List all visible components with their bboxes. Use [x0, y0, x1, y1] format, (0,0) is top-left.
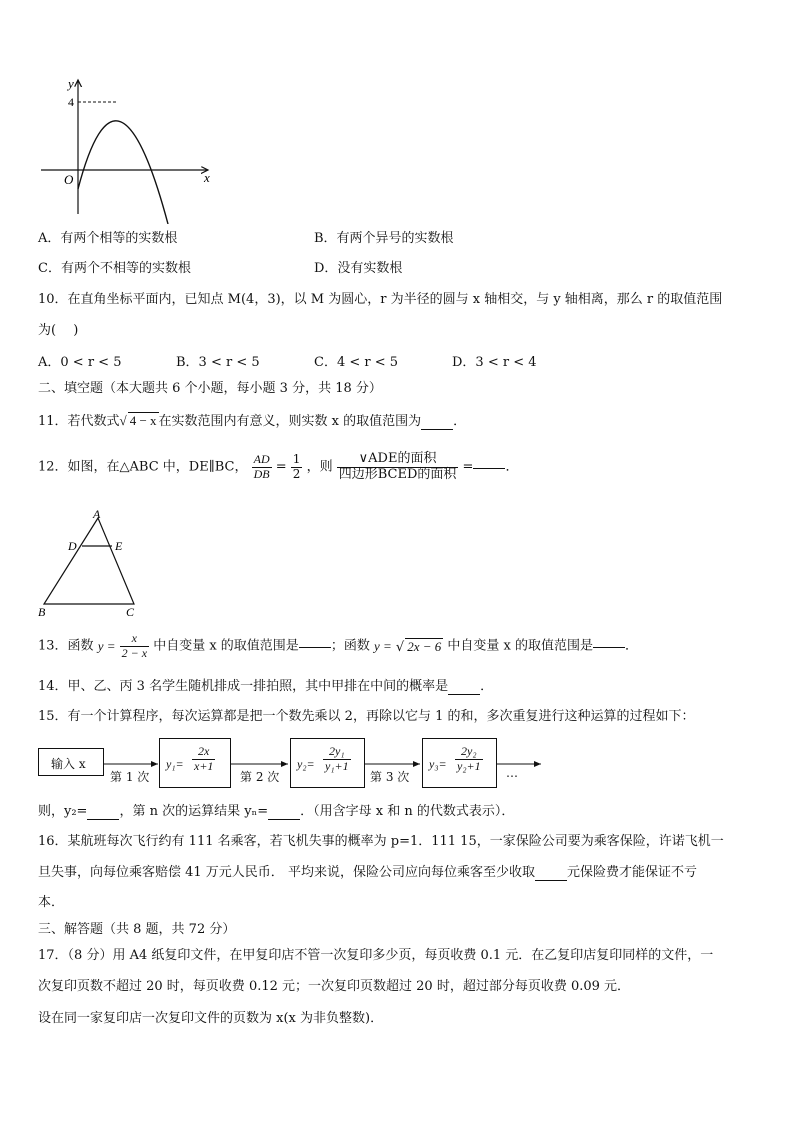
q17-line2: 次复印页数不超过 20 时，每页收费 0.12 元；一次复印页数超过 20 时，超过部分每页收费 0.09 元． — [38, 979, 631, 994]
q10-line1: 10．在直角坐标平面内，已知点 M(4，3)，以 M 为圆心，r 为半径的圆与 x 轴相交，与 y 轴相离，那么 r 的取值范围 — [38, 292, 723, 307]
q13-f1-fraction: $\frac{x}{2 - x}$ — [121, 631, 148, 660]
q13-sep: ；函数 — [330, 638, 370, 654]
q16-line2a: 旦失事，向每位乘客赔偿 41 万元人民币． 平均来说，保险公司应向每位乘客至少收取 — [38, 865, 535, 880]
flow-step-1-label: 第 1 次 — [110, 770, 150, 784]
origin-label: O — [64, 172, 74, 187]
section-3-heading: 三、解答题（共 8 题，共 72 分） — [38, 922, 236, 937]
q12-end: ． — [505, 459, 519, 475]
flow-box-1: y₁= $\frac{2x}{x+1}$ — [159, 738, 231, 788]
q12 — [38, 452, 518, 483]
q11-radicand: 4 − x — [129, 413, 157, 428]
q13-end: ． — [625, 638, 639, 654]
q13-blank-2 — [593, 645, 625, 648]
q9-option-c: C．有两个不相等的实数根 — [38, 261, 191, 276]
q13-f2-sqrt: √ 2x − 6 — [395, 638, 442, 655]
flow-box-3: y₃= $\frac{\text{2y₂}}{\text{y₂+1}}$ — [422, 738, 497, 788]
point-e-label: E — [115, 539, 123, 553]
q15-answer — [38, 804, 514, 820]
flow-step-3-label: 第 3 次 — [370, 770, 410, 784]
q12-mid: ，则 — [306, 459, 333, 475]
q14 — [38, 679, 493, 695]
q10-line2: 为( ) — [38, 323, 79, 338]
q11-end: ． — [453, 414, 467, 429]
q14-text: 14．甲、乙、丙 3 名学生随机排成一排拍照，其中甲排在中间的概率是 — [38, 679, 449, 694]
q14-end: ． — [480, 679, 494, 694]
q12-fraction-half: $\frac{1}{2}$ — [292, 452, 301, 481]
vertex-b-label: B — [38, 605, 46, 619]
parabola-curve — [78, 121, 168, 224]
q15-answer-p3: ．（用含字母 x 和 n 的代数式表示）． — [300, 804, 515, 819]
q16-line3: 本． — [38, 895, 65, 910]
q12-answer-blank — [473, 466, 505, 469]
parabola-graph — [36, 74, 226, 224]
flow-input-box: 输入 x — [38, 748, 104, 776]
flow-diagram — [38, 734, 544, 794]
q14-answer-blank — [448, 682, 480, 695]
x-axis-label: x — [204, 170, 210, 185]
q10-option-b: B．3 < r < 5 — [176, 355, 260, 370]
q16-answer-blank — [535, 868, 567, 881]
q12-equals: = — [275, 459, 287, 475]
q15-answer-p2: ，第 n 次的运算结果 yₙ= — [119, 804, 269, 819]
q13-blank-1 — [299, 645, 331, 648]
q13-f1-lhs: y = — [97, 638, 116, 654]
q9-option-b: B．有两个异号的实数根 — [314, 231, 454, 246]
q15-blank-y2 — [87, 807, 119, 820]
flow-step-2-label: 第 2 次 — [240, 770, 280, 784]
q15-text: 15．有一个计算程序，每次运算都是把一个数先乘以 2，再除以它与 1 的和，多次重复进行这种运算的过程如下： — [38, 709, 695, 724]
q16-line2 — [38, 865, 697, 881]
q12-prefix: 12．如图，在△ABC 中，DE∥BC， — [38, 459, 248, 475]
vertex-a-label: A — [93, 508, 101, 521]
triangle-figure — [36, 508, 144, 620]
q15-answer-p1: 则，y₂= — [38, 804, 88, 819]
q16-line2b: 元保险费才能保证不亏 — [566, 865, 697, 880]
q9-option-d: D．没有实数根 — [314, 261, 403, 276]
q17-line3: 设在同一家复印店一次复印文件的页数为 x(x 为非负整数)． — [38, 1011, 384, 1026]
q11 — [38, 412, 466, 430]
y-axis-label: y — [68, 76, 74, 91]
flow-box-2: y₂= $\frac{\text{2y₁}}{\text{y₁+1}}$ — [290, 738, 365, 788]
q16-line1: 16．某航班每次飞行约有 111 名乘客，若飞机失事的概率为 p=1．111 15，一家保险公司要为乘客保险，许诺飞机一 — [38, 834, 724, 849]
q13 — [38, 632, 638, 661]
q10-option-a: A．0 < r < 5 — [38, 355, 122, 370]
q12-fraction-ad-db: $\frac{AD}{DB}$ — [253, 452, 270, 481]
triangle-abc — [44, 518, 134, 604]
q12-area-ratio: $\frac{\text{∨ADE的面积}}{\text{四边形BCED的面积}}$ — [338, 451, 457, 482]
q9-option-a: A．有两个相等的实数根 — [38, 231, 178, 246]
vertex-c-label: C — [126, 605, 135, 619]
flow-ellipsis: … — [506, 766, 518, 780]
q13-middle: 中自变量 x 的取值范围是 — [153, 638, 299, 654]
q13-prefix: 13．函数 — [38, 638, 94, 654]
q11-sqrt: √ 4 − x — [119, 413, 157, 428]
q13-suffix: 中自变量 x 的取值范围是 — [447, 638, 593, 654]
q11-prefix: 11．若代数式 — [38, 414, 120, 429]
q10-option-d: D．3 < r < 4 — [452, 355, 537, 370]
section-2-heading: 二、填空题（本大题共 6 个小题，每小题 3 分，共 18 分） — [38, 381, 382, 396]
peak-value-label: 4 — [68, 95, 74, 109]
q11-suffix: 在实数范围内有意义，则实数 x 的取值范围为 — [158, 414, 422, 429]
q13-f2-lhs: y = — [373, 638, 392, 654]
q17-line1: 17．（8 分）用 A4 纸复印文件，在甲复印店不管一次复印多少页，每页收费 0.1 元．在乙复印店复印同样的文件，一 — [38, 948, 714, 963]
point-d-label: D — [68, 539, 77, 553]
q11-answer-blank — [421, 417, 453, 430]
q12-equals-2: = — [462, 459, 474, 475]
q10-option-c: C．4 < r < 5 — [314, 355, 399, 370]
q15-blank-yn — [268, 807, 300, 820]
